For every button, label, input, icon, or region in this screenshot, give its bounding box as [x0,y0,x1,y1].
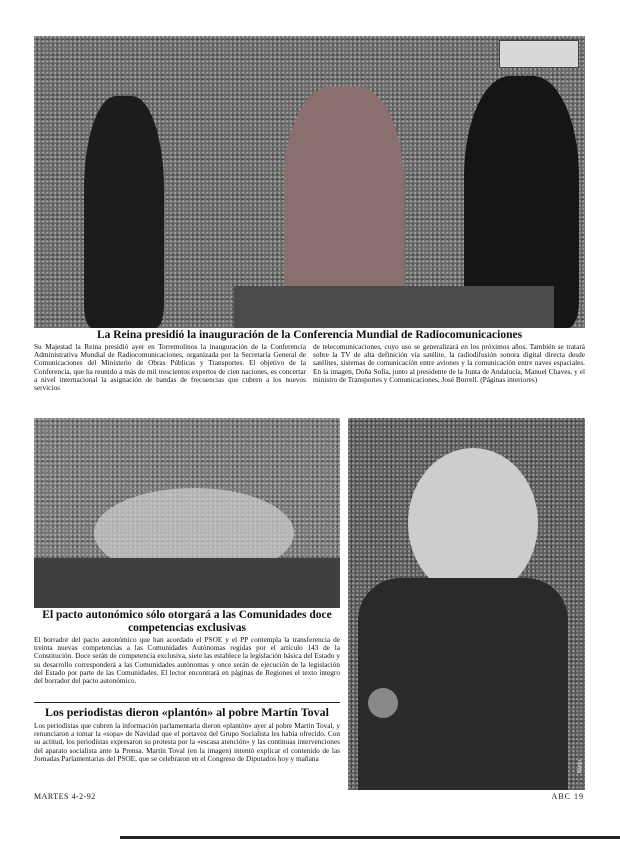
lectern [234,286,554,328]
story2-headline: El pacto autonómico sólo otorgará a las Comunidades doce competencias exclusivas [42,609,332,634]
story1-col1: Su Majestad la Reina presidió ayer en Torremolinos la inauguración de la Conferencia Administrativa Mundial de Radiocomunicaciones, organizada por la Secretaría General de Comunicaciones del Ministerio de Obras Públicas y Transportes. El objetivo de la Conferencia, que ha reunido a más de mil trescientos expertos de cien naciones, es concertar a nivel internacional la asignación de bandas de frecuencias que cubren a los nuevos servicios [34,342,306,393]
photo-queen-inauguration [34,36,585,328]
photo-martin-toval [348,418,585,790]
suit-body [358,578,568,790]
footer-rule [120,836,620,839]
story3-body: Los periodistas que cubren la información parlamentaria dieron «plantón» ayer al pobre Martín Toval, y renunciaron a tomar la «sopa» de Navidad que el portavoz del Grupo Socialista les había ofrecido. Con su actitud, los periodistas expresaron su protesta por la «escasa atención» y las continuas intervenciones del aparato socialista ante la Prensa. Martín Toval (en la imagen) intentó explicar el contenido de las Jornadas Parlamentarias del PSOE, que se celebraron en el Congreso de Diputados hoy y mañana [34,721,340,763]
footer-date: MARTES 4-2-92 [34,792,96,801]
figure-man-left [84,96,164,328]
microphone [368,688,398,718]
story1-col2: de telecomunicaciones, cuyo uso se generalizará en los próximos años. También se tratará sobre la TV de alta definición vía satélite, la radiodifusión sonora digital directa desde satélites, sistemas de comunicación entre aviones y la comunicación entre naves espaciales. En la imagen, Doña Sofía, junto al presidente de la Junta de Andalucía, Manuel Chaves, y el ministro de Transportes y Comunicaciones, José Borrell. (Páginas interiores) [313,342,585,384]
story1-headline: La Reina presidió la inauguración de la Conferencia Mundial de Radiocomunicaciones [96,329,523,341]
photo-credit: Nieto [577,760,583,774]
table-edge [34,558,340,608]
story2-body: El borrador del pacto autonómico que han acordado el PSOE y el PP contempla la transferencia de treinta nuevas competencias a las Comunidades Autónomas regidas por el artículo 143 de la Constitución. Doce serán de competencia exclusiva, siete las establece la legislación básica del Estado y su desarrollo corresponderá a las Comunidades autónomas y once serán de ejecución de la legislación del Estado por parte de las Comunidades. El lector encontrará en páginas de Regiones el texto íntegro del borrador del pacto autonómico. [34,635,340,686]
story3-headline: Los periodistas dieron «plantón» al pobre Martín Toval [45,705,329,719]
photo-flowers [34,418,340,608]
footer-page: ABC 19 [551,792,584,801]
photo-inset-box [499,40,579,68]
head-portrait [408,448,538,598]
story-divider [34,702,340,703]
